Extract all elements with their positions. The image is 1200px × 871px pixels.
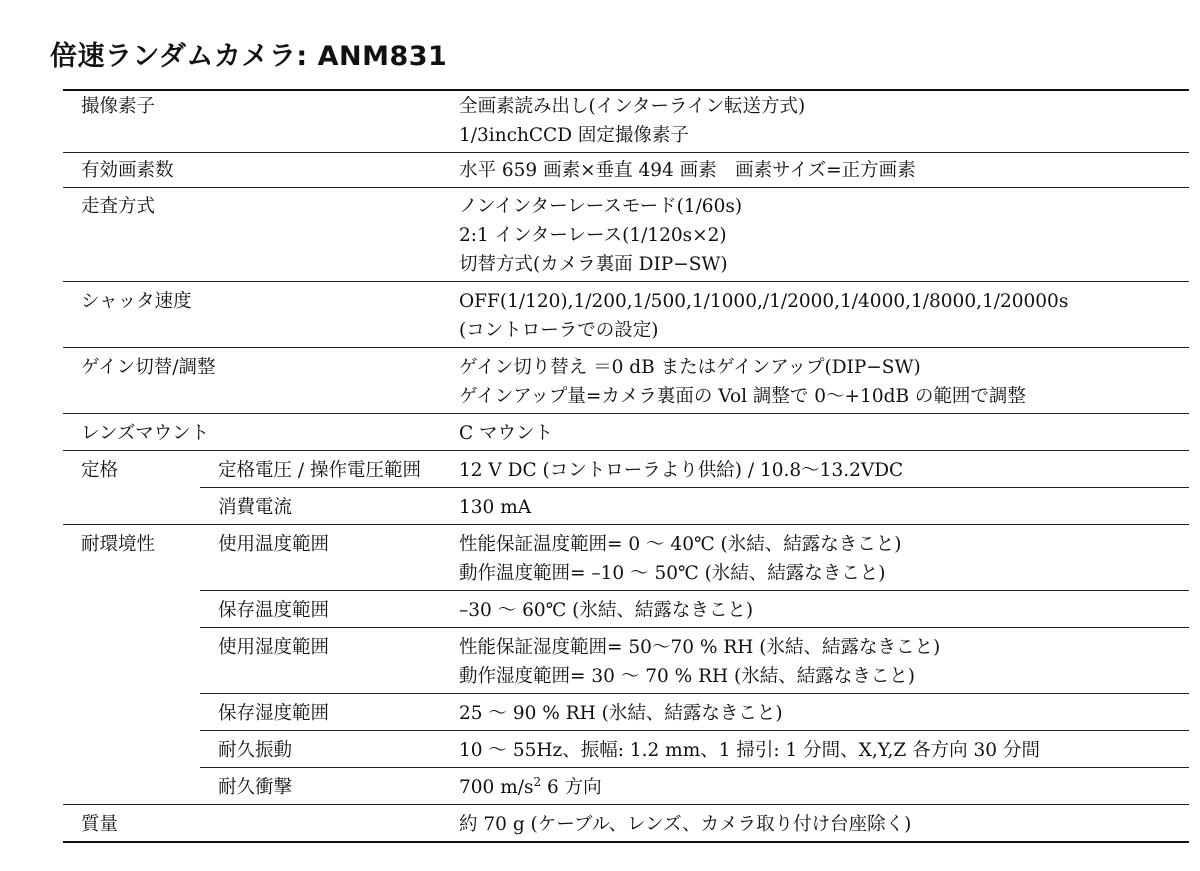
- row-imaging-element: [63, 90, 1189, 153]
- value-line: (コントローラでの設定): [459, 320, 659, 341]
- value-line: 12 V DC (コントローラより供給) / 10.8〜13.2VDC: [459, 460, 904, 481]
- value-line: 全画素読み出し(インターライン転送方式): [459, 96, 806, 117]
- row-lens-mount: [63, 414, 1189, 451]
- row-label: シャッタ速度: [63, 282, 440, 348]
- row-env-op-temp: [63, 525, 1189, 591]
- value-line: 25 〜 90 % RH (氷結、結露なきこと): [459, 703, 783, 724]
- page-title: 倍速ランダムカメラ: ANM831: [50, 41, 448, 72]
- row-value: [440, 188, 1189, 282]
- row-label: 走査方式: [63, 188, 440, 282]
- value-line: ゲインアップ量=カメラ裏面の Vol 調整で 0〜+10dB の範囲で調整: [459, 386, 1026, 407]
- value-line: –30 〜 60℃ (氷結、結露なきこと): [459, 600, 754, 621]
- value-line: 1/3inchCCD 固定撮像素子: [459, 125, 689, 146]
- value-line: 切替方式(カメラ裏面 DIP−SW): [459, 254, 728, 275]
- value-line: 2:1 インターレース(1/120s×2): [459, 225, 727, 246]
- row-value: [440, 768, 1189, 805]
- value-line: 性能保証温度範囲= 0 〜 40℃ (氷結、結露なきこと): [459, 534, 902, 555]
- row-value: [440, 525, 1189, 591]
- row-gain: [63, 348, 1189, 414]
- row-value: [440, 90, 1189, 153]
- row-value: [440, 694, 1189, 731]
- row-label: ゲイン切替/調整: [63, 348, 440, 414]
- value-line: 約 70 g (ケーブル、レンズ、カメラ取り付け台座除く): [459, 814, 912, 835]
- value-line: [459, 773, 1189, 802]
- row-label: 撮像素子: [63, 90, 440, 153]
- row-value: [440, 731, 1189, 768]
- shock-value-suffix: 6 方向: [541, 777, 602, 798]
- row-value: [440, 414, 1189, 451]
- value-line: 水平 659 画素×垂直 494 画素 画素サイズ=正方画素: [459, 160, 916, 181]
- row-sublabel: 定格電圧 / 操作電圧範囲: [200, 451, 440, 488]
- row-value: [440, 153, 1189, 188]
- row-env-storage-humidity: [63, 694, 1189, 731]
- row-sublabel: 使用温度範囲: [200, 525, 440, 591]
- row-sublabel: 保存湿度範囲: [200, 694, 440, 731]
- row-rating-voltage: [63, 451, 1189, 488]
- row-value: [440, 488, 1189, 525]
- row-value: [440, 348, 1189, 414]
- row-sublabel: 耐久衝撃: [200, 768, 440, 805]
- value-line: ノンインターレースモード(1/60s): [459, 196, 743, 217]
- row-label: 耐環境性: [63, 525, 200, 805]
- value-line: 動作温度範囲= –10 〜 50℃ (氷結、結露なきこと): [459, 563, 886, 584]
- row-value: [440, 591, 1189, 628]
- row-sublabel: 消費電流: [200, 488, 440, 525]
- row-env-op-humidity: [63, 628, 1189, 694]
- value-line: 動作湿度範囲= 30 〜 70 % RH (氷結、結露なきこと): [459, 666, 915, 687]
- row-rating-current: [63, 488, 1189, 525]
- value-line: 130 mA: [459, 497, 532, 518]
- row-scan-mode: [63, 188, 1189, 282]
- value-line: 10 〜 55Hz、振幅: 1.2 mm、1 掃引: 1 分間、X,Y,Z 各方向 30 分間: [459, 740, 1040, 761]
- row-sublabel: 使用湿度範囲: [200, 628, 440, 694]
- shock-value-exponent: 2: [533, 775, 542, 789]
- row-sublabel: 耐久振動: [200, 731, 440, 768]
- row-mass: [63, 805, 1189, 843]
- row-env-vibration: [63, 731, 1189, 768]
- value-line: ゲイン切り替え ＝0 dB またはゲインアップ(DIP−SW): [459, 357, 921, 378]
- row-env-shock: [63, 768, 1189, 805]
- row-env-storage-temp: [63, 591, 1189, 628]
- spec-table: [63, 89, 1189, 843]
- row-value: [440, 451, 1189, 488]
- row-shutter-speed: [63, 282, 1189, 348]
- row-sublabel: 保存温度範囲: [200, 591, 440, 628]
- shock-value-prefix: 700 m/s: [459, 777, 534, 798]
- row-label: 有効画素数: [63, 153, 440, 188]
- row-label: 定格: [63, 451, 200, 525]
- row-value: [440, 628, 1189, 694]
- row-label: 質量: [63, 805, 440, 843]
- row-value: [440, 282, 1189, 348]
- row-label: レンズマウント: [63, 414, 440, 451]
- row-value: [440, 805, 1189, 843]
- value-line: OFF(1/120),1/200,1/500,1/1000,/1/2000,1/4000,1/8000,1/20000s: [459, 291, 1069, 312]
- value-line: C マウント: [459, 423, 554, 444]
- value-line: 性能保証湿度範囲= 50〜70 % RH (氷結、結露なきこと): [459, 637, 941, 658]
- row-effective-pixels: [63, 153, 1189, 188]
